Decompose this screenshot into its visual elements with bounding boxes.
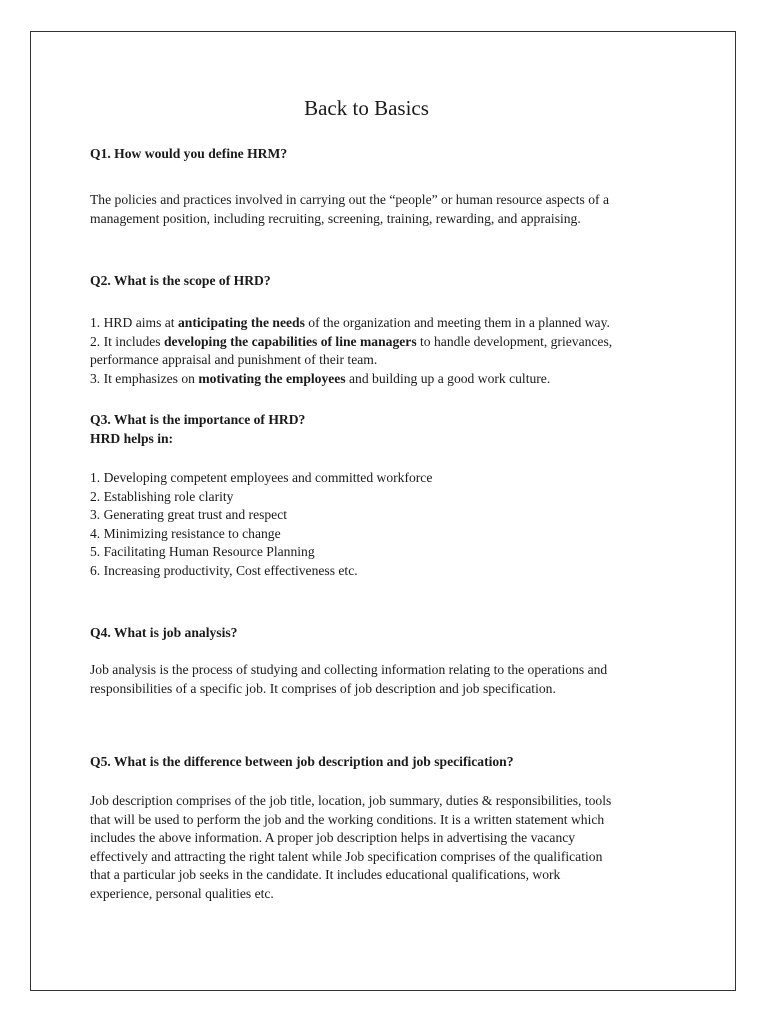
q5-question: Q5. What is the difference between job description and job specification? [90, 754, 514, 769]
q5-section [90, 753, 690, 772]
q3-question: Q3. What is the importance of HRD? [90, 412, 306, 427]
q5-answer [90, 792, 690, 903]
q5-answer-line: Job description comprises of the job title, location, job summary, duties & responsibilities, tools [90, 793, 612, 808]
q2-item-3-post: and building up a good work culture. [345, 370, 551, 386]
q3-section [90, 411, 690, 448]
q2-item-3-bold: motivating the employees [198, 370, 346, 386]
q2-item-2-pre: 2. It includes [90, 333, 164, 349]
q4-question: Q4. What is job analysis? [90, 625, 238, 640]
q2-item-1-pre: 1. HRD aims at [90, 315, 178, 330]
q2-answer [90, 314, 690, 388]
q4-section [90, 624, 690, 643]
q2-item-1-bold: anticipating the needs [177, 315, 305, 330]
q2-item-2-post: to handle development, grievances, [416, 333, 613, 349]
q2-item-2-cont: performance appraisal and punishment of their team. [90, 352, 378, 367]
q2-item-1-post: of the organization and meeting them in a planned way. [304, 315, 610, 330]
q2-item-3 [90, 370, 690, 389]
q1-answer-line: management position, including recruiting, screening, training, rewarding, and appraising. [90, 210, 581, 226]
q5-answer-line: effectively and attracting the right talent while Job specification comprises of the qualification [90, 848, 603, 864]
q2-question: Q2. What is the scope of HRD? [90, 273, 271, 288]
q1-section [90, 145, 690, 164]
q1-answer [90, 191, 690, 228]
q5-answer-line: that a particular job seeks in the candidate. It includes educational qualifications, work [90, 867, 561, 882]
list-item: 4. Minimizing resistance to change [90, 525, 281, 541]
q4-answer-line: Job analysis is the process of studying and collecting information relating to the operations and [90, 662, 608, 677]
q5-answer-line: includes the above information. A proper job description helps in advertising the vacancy [90, 830, 576, 845]
list-item: 6. Increasing productivity, Cost effectiveness etc. [90, 562, 358, 578]
q2-item-2 [90, 333, 690, 352]
q5-answer-line: experience, personal qualities etc. [90, 885, 274, 901]
q2-section [90, 272, 690, 291]
q2-item-2-bold: developing the capabilities of line managers [164, 333, 417, 349]
list-item: 1. Developing competent employees and committed workforce [90, 470, 433, 485]
list-item: 5. Facilitating Human Resource Planning [90, 544, 315, 559]
q4-answer [90, 661, 690, 698]
list-item: 3. Generating great trust and respect [90, 507, 288, 522]
q2-item-1 [90, 314, 690, 333]
q4-answer-line: responsibilities of a specific job. It comprises of job description and job specification. [90, 680, 556, 696]
page-title: Back to Basics [304, 96, 429, 120]
q2-item-3-pre: 3. It emphasizes on [90, 370, 199, 386]
list-item: 2. Establishing role clarity [90, 488, 234, 504]
q3-list [90, 469, 690, 580]
q1-question: Q1. How would you define HRM? [90, 146, 288, 161]
q5-answer-line: that will be used to perform the job and the working conditions. It is a written statement which [90, 811, 605, 827]
q1-answer-line: The policies and practices involved in carrying out the “people” or human resource aspects of a [90, 192, 610, 207]
q3-subheading: HRD helps in: [90, 430, 174, 446]
